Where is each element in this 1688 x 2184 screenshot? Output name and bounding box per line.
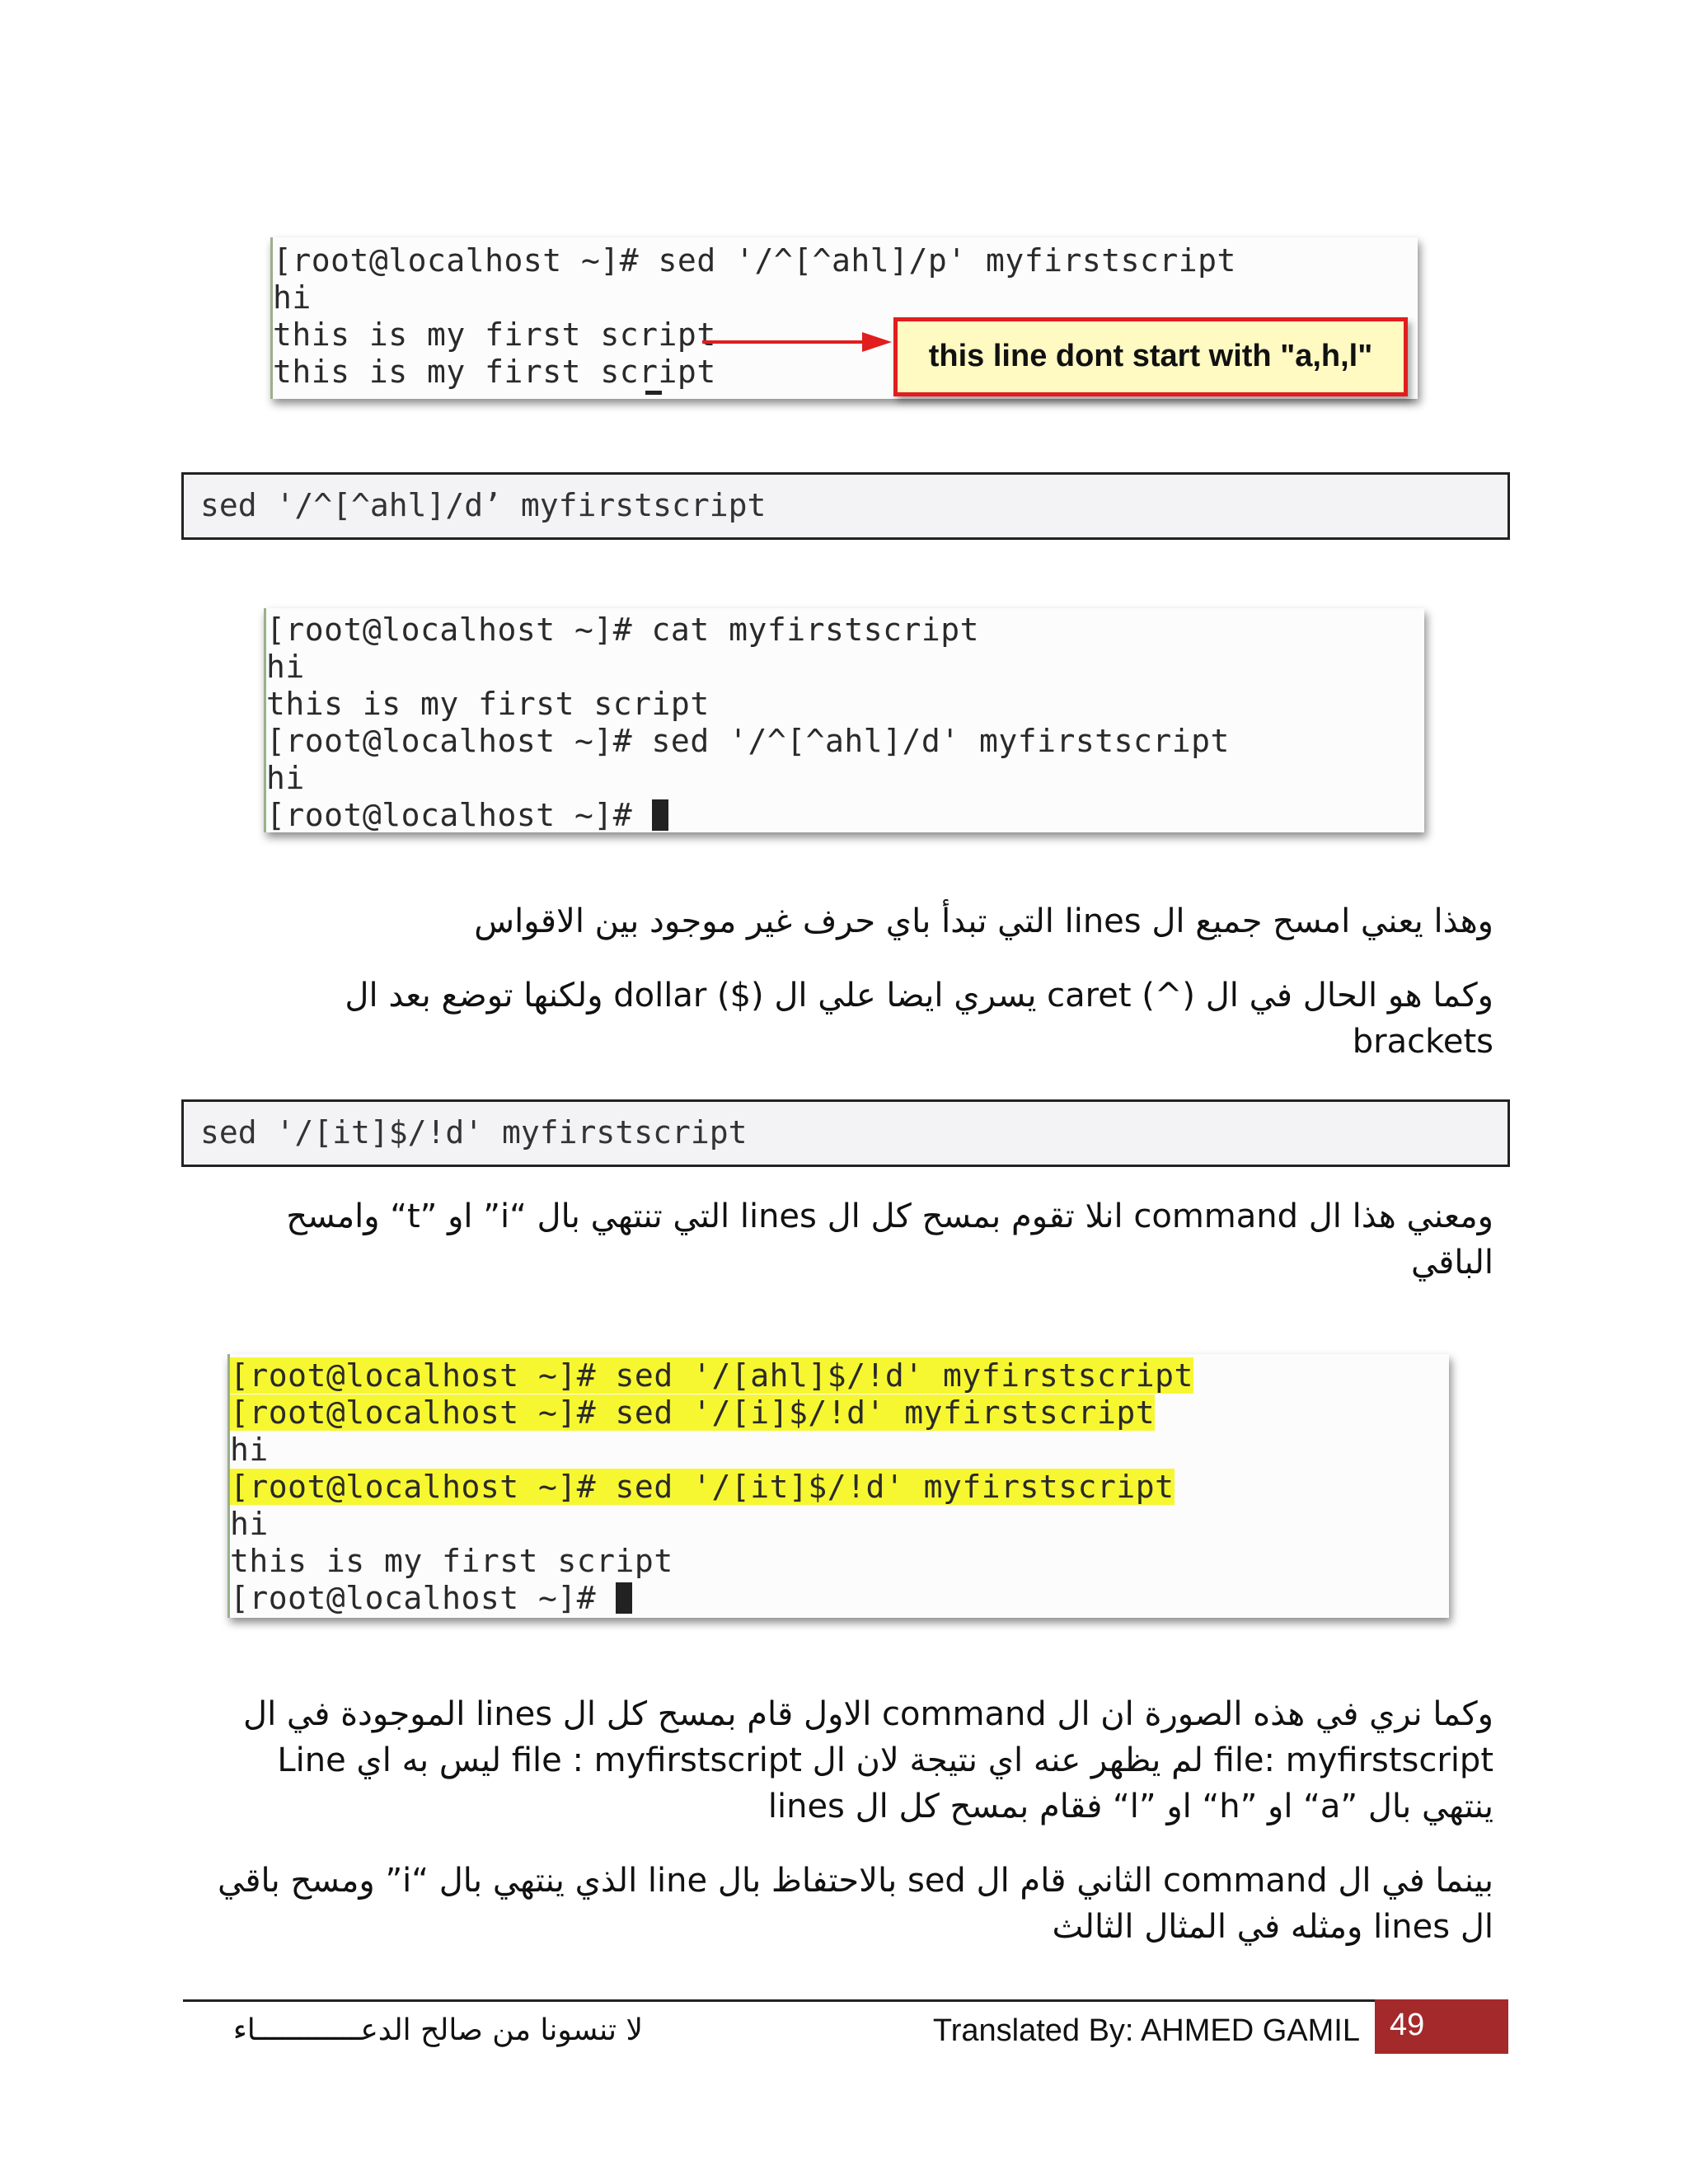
terminal-line: hi [230,1506,269,1542]
page-number-badge [1375,1999,1508,2054]
highlighted-command: [root@localhost ~]# sed '/[i]$/!d' myfirstscript [230,1394,1156,1431]
terminal-line: hi [230,1432,269,1468]
highlighted-command: [root@localhost ~]# sed '/[it]$/!d' myfirstscript [230,1469,1175,1505]
terminal-screenshot-3 [227,1354,1449,1618]
cursor [652,799,668,831]
footer-prayer: لا تنسونا من صالح الدعــــــــــــاء [232,2013,643,2047]
paragraph-3: ومعني هذا ال command انلا تقوم بمسح كل ال lines التي تنتهي بال “i” او ”t“ وامسح الباقي [286,1197,1493,1282]
terminal-line [230,1357,1449,1394]
footer-translator: Translated By: AHMED GAMIL [932,2013,1360,2048]
paragraph-5: بينما في ال command الثاني قام ال sed بالاحتفاظ بال line الذي ينتهي بال “i” ومسح باقي ال lines ومثله في المثال الثالث [217,1862,1493,1946]
terminal-line: [root@localhost ~]# [266,797,1424,834]
highlighted-command: [root@localhost ~]# sed '/[ahl]$/!d' myfirstscript [230,1357,1193,1394]
callout-note: this line dont start with "a,h,l" [893,317,1408,396]
code-block-1: sed '/^[^ahl]/d’ myfirstscript [181,472,1510,540]
terminal-line [230,1394,1449,1432]
terminal-line [230,1469,1449,1506]
terminal-line: this is my first script [273,316,716,353]
cursor [645,391,662,395]
paragraph-2: وكما هو الحال في ال (^) caret يسري ايضا علي ال ($) dollar ولكنها توضع بعد ال brackets [345,977,1493,1061]
terminal-screenshot-2 [264,608,1424,832]
terminal-line: hi [266,649,305,685]
terminal-line: [root@localhost ~]# sed '/^[^ahl]/p' myfirstscript [273,242,1236,279]
terminal-line: hi [273,279,312,316]
paragraph-1: وهذا يعني امسح جميع ال lines التي تبدأ باي حرف غير موجود بين الاقواس [474,902,1493,940]
terminal-line: this is my first script [266,686,710,722]
paragraph-4: وكما نري في هذه الصورة ان ال command الاول قام بمسح كل ال lines الموجودة في ال file: myfirstscript لم يظهر عنه اي نتيجة لان ال file : myfirstscript ليس به اي Line ينتهي بال ”a“ او ”h“ او ”l“ فقام بمسح كل ال lines [243,1695,1493,1825]
terminal-line: [root@localhost ~]# cat myfirstscript [266,612,979,648]
terminal-line: this is my first script [273,354,716,390]
terminal-line: [root@localhost ~]# sed '/^[^ahl]/d' myfirstscript [266,723,1230,759]
callout-arrow [701,326,898,359]
cursor [616,1582,632,1614]
terminal-line: [root@localhost ~]# [230,1580,1449,1617]
terminal-line: hi [266,760,305,796]
code-block-2: sed '/[it]$/!d' myfirstscript [181,1099,1510,1167]
footer-rule [183,1999,1508,2002]
terminal-line: this is my first script [230,1543,673,1579]
page-number: 49 [1390,2008,1425,2042]
